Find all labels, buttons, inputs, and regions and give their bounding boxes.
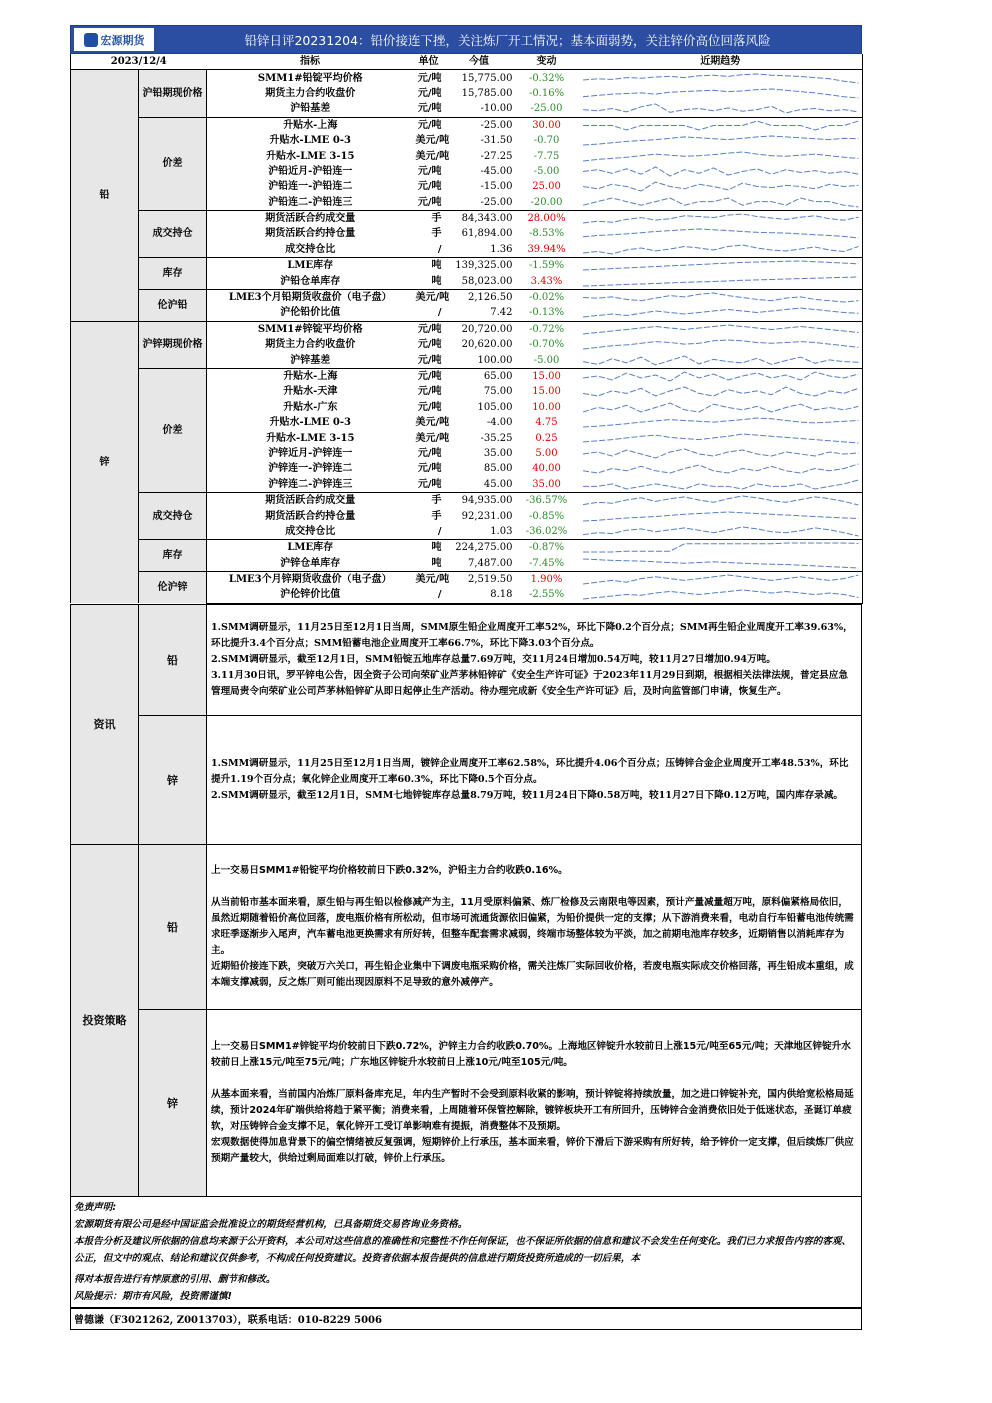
group-label: 库存 [139,540,207,572]
indicator-value: 61,894.00 [461,228,513,240]
trend-sparkline [579,101,863,117]
indicator-change: -25.00 [530,103,563,115]
indicator-name: 沪铅连一-沪铅连二 [268,181,353,193]
indicator-change: 35.00 [532,478,561,490]
trend-sparkline [579,368,863,384]
indicator-value: -25.00 [480,196,513,208]
indicator-value: 1.36 [490,243,513,255]
indicator-name: 升贴水-广东 [283,401,338,413]
indicator-change: 5.00 [535,447,558,459]
col-indicator: 指标 [207,54,414,70]
indicator-name: LME库存 [207,540,414,556]
strategy-zinc-para: 从基本面来看，当前国内冶炼厂原料备库充足，年内生产暂时不会受到原料收紧的影响，预计锌锭将持续放量，加之进口锌锭补充，国内供给宽松格局延续，预计2024年矿端供给将趋于紧平衡；消费来看，上周随着环保管控解除，镀锌板块开工有所回升，压铸锌合金消费依旧处于低迷状态，圣诞订单疲软，对压铸锌合金支撑不足，氧化锌开工受订单影响难有提振，消费整体不及预期。 [211,1088,854,1132]
table-row [71,258,863,274]
trend-sparkline [579,195,863,211]
indicator-unit: 手 [414,492,444,508]
section-label: 铅 [71,70,139,321]
indicator-unit: 元/吨 [417,386,442,398]
indicator-value: 20,720.00 [444,321,515,337]
indicator-value: 105.00 [477,401,513,413]
logo-icon [84,33,98,47]
indicator-change: -2.55% [515,587,579,603]
group-label: 沪铅期现价格 [139,70,207,117]
indicator-unit: 手 [431,510,442,522]
indicator-value: 1.03 [490,525,513,537]
group-label: 库存 [139,258,207,290]
indicator-name: 沪铅近月-沪铅连一 [268,165,353,177]
indicator-name: 沪伦铅价比值 [207,305,414,321]
indicator-unit: 吨 [431,557,442,569]
indicator-value: -25.00 [444,117,515,133]
table-row [71,540,863,556]
indicator-change: -36.57% [515,492,579,508]
indicator-value: 2,519.50 [444,571,515,587]
indicator-unit: 吨 [414,258,444,274]
indicator-unit: 元/吨 [417,87,442,99]
trend-sparkline [579,400,863,415]
indicator-unit: 元/吨 [417,401,442,413]
table-row [71,289,863,305]
indicator-value: 15,785.00 [461,87,513,99]
table-row [71,321,863,337]
news-zinc-para: 2.SMM调研显示，截至12月1日，SMM七地锌锭库存总量8.79万吨，较11月24日下降0.58万吨，较11月27日下降0.12万吨，国内库存录减。 [211,789,844,801]
disclaimer-line: 本报告分析及建议所依据的信息均来源于公开资料，本公司对这些信息的准确性和完整性不作任何保证，也不保证所依据的信息和建议不会发生任何变化。我们已力求报告内容的客观、公正，但文中的观点、结论和建议仅供参考，不构成任何投资建议。投资者依据本报告提供的信息进行期货投资所造成的一切后果，本 [74,1235,852,1264]
indicator-name: 升贴水-LME 0-3 [269,417,351,429]
contact-info: 曾德谦（F3021262, Z0013703），联系电话：010-8229 5006 [70,1308,862,1330]
indicator-name: 期货主力合约收盘价 [265,339,356,351]
indicator-change: -0.70% [528,339,565,351]
trend-sparkline [579,446,863,461]
indicator-value: 100.00 [477,354,513,366]
trend-sparkline [579,289,863,305]
col-change: 变动 [515,54,579,70]
col-trend: 近期趋势 [579,54,863,70]
indicator-name: 成交持仓比 [285,525,336,537]
news-lead-para: 2.SMM调研显示，截至12月1日，SMM铅锭五地库存总量7.69万吨，交11月24日增加0.54万吨，较11月27日增加0.94万吨。 [211,653,776,665]
indicator-value: 94,935.00 [444,492,515,508]
indicator-value: 7,487.00 [467,557,513,569]
indicator-change: -0.02% [515,289,579,305]
news-lead-para: 3.11月30日讯，罗平锌电公告，因全资子公司向荣矿业芦茅林铅锌矿《安全生产许可证》于2023年11月29日到期，根据相关法律法规，普定县应急管理局责令向荣矿业公司芦茅林铅锌矿从即日起停止生产活动。待办理完成新《安全生产许可证》后，及时向监管部门申请，恢复生产。 [211,669,848,697]
indicator-value: -15.00 [480,181,513,193]
indicator-unit: 元/吨 [417,339,442,351]
strategy-zinc-para: 宏观数据使得加息背景下的偏空情绪被反复强调，短期锌价上行承压，基本面来看，锌价下滑后下游采购有所好转，给予锌价一定支撑，但后续炼厂供应预期产量较大，供给过剩局面难以打破，锌价上行承压。 [211,1136,854,1164]
indicator-value: 65.00 [444,368,515,384]
company-logo [74,28,154,51]
news-zinc-label: 锌 [139,715,207,844]
indicator-unit: 元/吨 [414,117,444,133]
trend-sparkline [579,352,863,368]
indicator-name: 沪锌近月-沪锌连一 [268,447,353,459]
indicator-value: 15,775.00 [444,70,515,86]
trend-sparkline [579,384,863,399]
table-row [71,117,863,133]
strategy-zinc-para: 上一交易日SMM1#锌锭平均价较前日下跌0.72%，沪锌主力合约收跌0.70%。上海地区锌锭升水较前日上涨15元/吨至65元/吨；天津地区锌锭升水较前日上涨15元/吨至75元/吨；广东地区锌锭升水较前日上涨10元/吨至105元/吨。 [211,1040,851,1068]
table-row [71,210,863,226]
indicator-unit: 元/吨 [417,196,442,208]
indicator-name: 沪锌连一-沪锌连二 [268,463,353,475]
indicator-unit: 元/吨 [417,447,442,459]
trend-sparkline [579,571,863,587]
indicator-change: -5.00 [533,354,560,366]
trend-sparkline [579,210,863,226]
indicator-value: 85.00 [483,463,513,475]
indicator-value: 35.00 [483,447,513,459]
trend-sparkline [579,430,863,445]
indicator-unit: / [437,525,442,537]
indicator-unit: 元/吨 [414,70,444,86]
indicator-unit: 美元/吨 [414,289,444,305]
indicator-unit: 元/吨 [417,354,442,366]
trend-sparkline [579,477,863,493]
trend-sparkline [579,242,863,258]
indicator-unit: 元/吨 [417,181,442,193]
indicator-value: 45.00 [483,478,513,490]
strategy-lead-para: 上一交易日SMM1#铅锭平均价格较前日下跌0.32%，沪铅主力合约收跌0.16%。 [211,864,568,876]
indicator-name: LME库存 [207,258,414,274]
report-page [70,25,862,1330]
strategy-lead-para: 近期铅价接连下跌，突破万六关口，再生铅企业集中下调废电瓶采购价格，需关注炼厂实际回收价格，若废电瓶实际成交价格回落，再生铅成本重组，成本端支撑减弱，反之炼厂则可能出现因原料不足导致的意外减停产。 [211,960,854,988]
indicator-name: 期货活跃合约成交量 [207,210,414,226]
indicator-change: -36.02% [525,525,568,537]
strategy-lead-body [207,844,862,1009]
trend-sparkline [579,86,863,101]
group-label: 价差 [139,117,207,210]
indicator-change: -5.00 [533,165,560,177]
indicator-name: 沪锌基差 [290,354,331,366]
indicator-change: 40.00 [532,463,561,475]
table-row [71,70,863,86]
trend-sparkline [579,273,863,289]
indicator-change: 15.00 [532,386,561,398]
zinc-section [71,321,863,603]
table-row [71,492,863,508]
indicator-change: -0.72% [515,321,579,337]
indicator-change: -8.53% [528,228,565,240]
trend-sparkline [579,415,863,430]
indicator-unit: / [414,587,444,603]
trend-sparkline [579,321,863,337]
trend-sparkline [579,492,863,508]
indicator-name: 沪铅连二-沪铅连三 [268,196,353,208]
group-label: 成交持仓 [139,210,207,257]
indicator-unit: 手 [414,210,444,226]
disclaimer-line: 得对本报告进行有悖原意的引用、删节和修改。 [74,1273,276,1285]
news-lead-para: 1.SMM调研显示，11月25日至12月1日当周，SMM原生铅企业周度开工率52%，环比下降0.2个百分点；SMM再生铅企业周度开工率39.63%，环比提升3.4个百分点；SMM铅蓄电池企业周度开工率66.7%，环比下降3.03个百分点。 [211,621,853,649]
indicator-name: 沪锌连二-沪锌连三 [268,478,353,490]
report-date: 2023/12/4 [71,54,207,70]
indicator-name: 期货活跃合约持仓量 [265,228,356,240]
indicator-name: 期货活跃合约成交量 [207,492,414,508]
indicator-change: 4.75 [535,417,558,429]
indicator-name: 沪锌仓单库存 [280,557,341,569]
indicator-change: -0.32% [515,70,579,86]
indicator-unit: 美元/吨 [415,150,450,162]
indicator-change: 28.00% [515,210,579,226]
indicator-value: -35.25 [480,432,513,444]
section-label: 锌 [71,321,139,603]
news-zinc-body [207,715,862,844]
indicator-name: LME3个月铅期货收盘价（电子盘） [207,289,414,305]
logo-text: 宏源期货 [100,33,145,47]
news-label: 资讯 [71,604,139,844]
indicator-unit: 元/吨 [417,463,442,475]
trend-sparkline [579,164,863,179]
indicator-change: 3.43% [530,275,563,287]
indicator-change: -20.00 [530,196,563,208]
indicator-unit: / [414,305,444,321]
trend-sparkline [579,148,863,163]
trend-sparkline [579,508,863,523]
trend-sparkline [579,179,863,194]
indicator-change: -1.59% [515,258,579,274]
indicator-value: 92,231.00 [461,510,513,522]
indicator-change: 15.00 [515,368,579,384]
news-lead-label: 铅 [139,604,207,715]
indicator-value: -27.25 [480,150,513,162]
indicator-change: -7.45% [528,557,565,569]
trend-sparkline [579,133,863,148]
group-label: 成交持仓 [139,492,207,539]
news-lead-body [207,604,862,715]
indicator-change: -0.85% [528,510,565,522]
indicator-value: -4.00 [486,417,513,429]
indicator-name: 升贴水-LME 0-3 [269,135,351,147]
indicator-name: 期货主力合约收盘价 [265,87,356,99]
indicator-change: 25.00 [532,181,561,193]
news-table [70,604,862,844]
indicator-unit: 美元/吨 [414,571,444,587]
trend-sparkline [579,70,863,86]
table-header-row [71,54,863,70]
indicator-value: 84,343.00 [444,210,515,226]
indicator-unit: 美元/吨 [415,135,450,147]
group-label: 伦沪锌 [139,571,207,603]
table-row [71,571,863,587]
indicator-name: 升贴水-上海 [207,117,414,133]
strategy-zinc-body [207,1009,862,1196]
indicator-name: LME3个月锌期货收盘价（电子盘） [207,571,414,587]
lead-section [71,70,863,321]
trend-sparkline [579,524,863,540]
trend-sparkline [579,461,863,476]
table-row [71,368,863,384]
indicator-unit: 美元/吨 [415,417,450,429]
disclaimer-title: 免责声明: [74,1201,117,1213]
report-title: 铅锌日评20231204：铅价接连下挫，关注炼厂开工情况；基本面弱势，关注锌价高位回落风险 [244,32,771,48]
indicator-change: 1.90% [515,571,579,587]
indicator-change: 0.25 [535,432,558,444]
indicator-name: 升贴水-天津 [283,386,338,398]
indicator-value: -10.00 [480,103,513,115]
trend-sparkline [579,305,863,321]
indicator-unit: 手 [431,228,442,240]
indicator-name: SMM1#铅锭平均价格 [207,70,414,86]
indicator-change: -0.16% [528,87,565,99]
indicator-name: 升贴水-LME 3-15 [266,150,355,162]
indicator-value: 224,275.00 [444,540,515,556]
indicator-name: SMM1#锌锭平均价格 [207,321,414,337]
strategy-label: 投资策略 [71,844,139,1196]
indicator-change: 39.94% [527,243,566,255]
indicator-value: 7.42 [444,305,515,321]
indicator-name: 期货活跃合约持仓量 [265,510,356,522]
indicator-change: 10.00 [532,401,561,413]
indicator-unit: 元/吨 [417,103,442,115]
group-label: 价差 [139,368,207,492]
indicator-change: -0.70 [533,135,560,147]
trend-sparkline [579,540,863,556]
disclaimer-line: 宏源期货有限公司是经中国证监会批准设立的期货经营机构，已具备期货交易咨询业务资格。 [74,1218,468,1230]
indicator-unit: 吨 [431,275,442,287]
indicator-change: -0.13% [515,305,579,321]
indicator-value: 75.00 [483,386,513,398]
indicator-name: 升贴水-LME 3-15 [266,432,355,444]
indicator-unit: / [437,243,442,255]
trend-sparkline [579,337,863,352]
indicator-unit: 吨 [414,540,444,556]
report-header [70,25,862,54]
indicator-name: 升贴水-上海 [207,368,414,384]
indicator-unit: 元/吨 [414,321,444,337]
news-zinc-para: 1.SMM调研显示，11月25日至12月1日当周，镀锌企业周度开工率62.58%，环比提升4.06个百分点；压铸锌合金企业周度开工率48.53%，环比提升1.19个百分点；氧化锌企业周度开工率60.3%，环比下降0.5个百分点。 [211,757,849,785]
trend-sparkline [579,117,863,133]
group-label: 伦沪铅 [139,289,207,321]
indicator-name: 成交持仓比 [285,243,336,255]
indicator-value: 58,023.00 [461,275,513,287]
indicator-value: -45.00 [480,165,513,177]
indicator-unit: 美元/吨 [415,432,450,444]
indicator-value: 8.18 [444,587,515,603]
indicator-unit: 元/吨 [414,368,444,384]
group-label: 沪锌期现价格 [139,321,207,368]
strategy-lead-para: 从当前铅市基本面来看，原生铅与再生铅以检修减产为主，11月受原料偏紧、炼厂检修及云南限电等因素，预计产量减量超万吨，原料偏紧格局依旧，虽然近期随着铅价高位回落，废电瓶价格有所松动，但市场可流通货源依旧偏紧，为铅价提供一定的支撑；从下游消费来看，电动自行车铅蓄电池传统需求旺季逐渐步入尾声，汽车蓄电池更换需求有所好转，但整车配套需求减弱，终端市场整体较为平淡，加之前期电池库存较多，近期销售以消耗库存为主。 [211,896,854,956]
strategy-table [70,844,862,1196]
indicator-change: -7.75 [533,150,560,162]
indicator-value: 139,325.00 [444,258,515,274]
indicator-value: -31.50 [480,135,513,147]
trend-sparkline [579,258,863,274]
disclaimer [70,1196,862,1308]
trend-sparkline [579,587,863,603]
indicator-name: 沪伦锌价比值 [207,587,414,603]
indicator-change: 30.00 [515,117,579,133]
data-table [70,54,863,604]
strategy-lead-label: 铅 [139,844,207,1009]
col-unit: 单位 [414,54,444,70]
indicator-value: 2,126.50 [444,289,515,305]
indicator-change: -0.87% [515,540,579,556]
indicator-name: 沪铅仓单库存 [280,275,341,287]
indicator-name: 沪铅基差 [290,103,331,115]
indicator-unit: 元/吨 [417,165,442,177]
trend-sparkline [579,226,863,241]
trend-sparkline [579,556,863,572]
disclaimer-line: 风险提示：期市有风险，投资需谨慎! [74,1290,232,1302]
col-value: 今值 [444,54,515,70]
indicator-unit: 元/吨 [417,478,442,490]
strategy-zinc-label: 锌 [139,1009,207,1196]
indicator-value: 20,620.00 [461,339,513,351]
